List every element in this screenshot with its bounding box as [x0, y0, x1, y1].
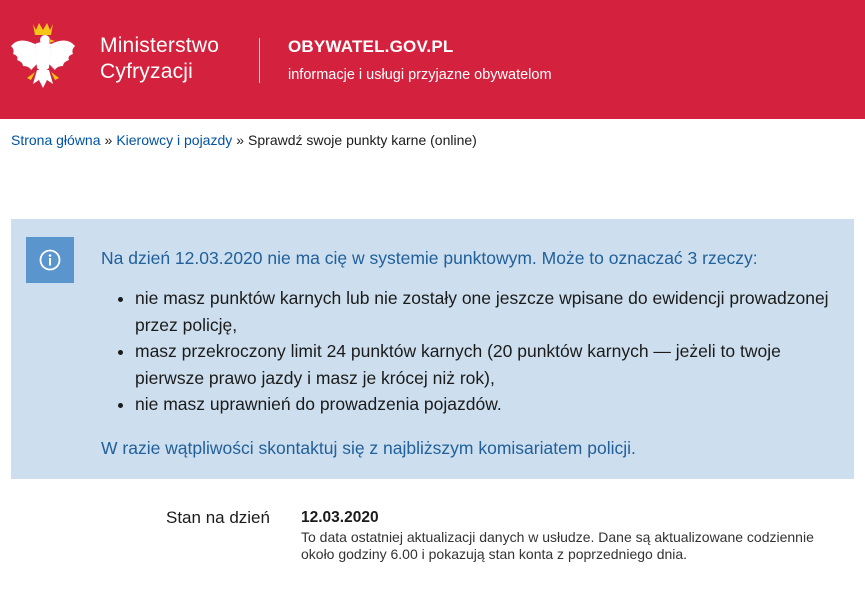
breadcrumb — [11, 132, 477, 148]
header-divider — [259, 38, 260, 83]
breadcrumb-link-drivers[interactable]: Kierowcy i pojazdy — [116, 132, 233, 148]
ministry-line-1: Ministerstwo — [100, 34, 220, 57]
list-item: • masz przekroczony limit 24 punktów karnych (20 punktów karnych — jeżeli to twoje pierwsze prawo jazdy i masz je krócej niż rok), — [135, 338, 835, 391]
info-icon-container — [26, 237, 74, 283]
status-date-label: Stan na dzień — [166, 508, 270, 527]
breadcrumb-separator: » — [236, 132, 245, 148]
breadcrumb-link-home[interactable]: Strona główna — [11, 132, 101, 148]
breadcrumb-current: Sprawdź swoje punkty karne (online) — [248, 132, 477, 148]
polish-eagle-emblem-icon[interactable] — [9, 20, 77, 96]
site-title-link[interactable]: OBYWATEL.GOV.PL — [288, 37, 454, 56]
info-icon — [39, 249, 61, 271]
site-header — [0, 0, 865, 119]
breadcrumb-separator: » — [104, 132, 113, 148]
info-heading: Na dzień 12.03.2020 nie ma cię w systemie punktowym. Może to oznaczać 3 rzeczy: — [101, 248, 758, 268]
status-date-description: To data ostatniej aktualizacji danych w usłudze. Dane są aktualizowane codziennie około godziny 6.00 i pokazują stan konta z poprzedniego dnia. — [301, 529, 814, 562]
list-item: • nie masz punktów karnych lub nie zostały one jeszcze wpisane do ewidencji prowadzonej przez policję, — [135, 285, 835, 338]
info-note: W razie wątpliwości skontaktuj się z najbliższym komisariatem policji. — [101, 438, 636, 458]
status-date-value: 12.03.2020 — [301, 509, 379, 526]
info-list — [117, 285, 835, 418]
ministry-name — [100, 33, 219, 85]
list-item: • nie masz uprawnień do prowadzenia pojazdów. — [135, 391, 835, 418]
site-subtitle: informacje i usługi przyjazne obywatelom — [288, 67, 552, 83]
info-box — [11, 219, 854, 479]
ministry-line-2: Cyfryzacji — [100, 60, 194, 83]
